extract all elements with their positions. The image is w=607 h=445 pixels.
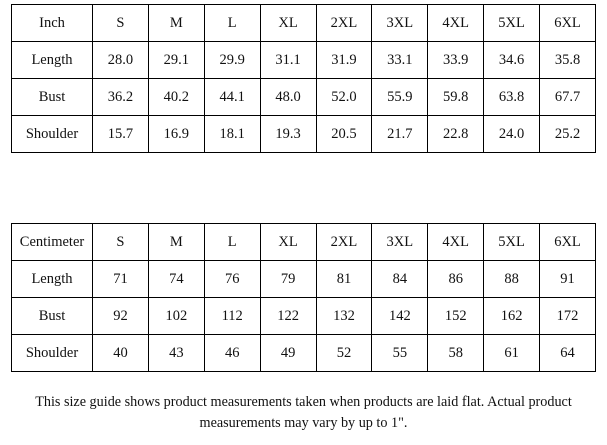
cell-length-m: 29.1 — [148, 42, 204, 79]
column-header-l: L — [204, 224, 260, 261]
row-label-shoulder: Shoulder — [12, 116, 93, 153]
column-header-6xl: 6XL — [540, 5, 596, 42]
cell-length-2xl: 31.9 — [316, 42, 372, 79]
cell-shoulder-5xl: 61 — [484, 335, 540, 372]
inch-table-container — [0, 4, 607, 153]
cell-shoulder-5xl: 24.0 — [484, 116, 540, 153]
cell-shoulder-l: 18.1 — [204, 116, 260, 153]
column-header-4xl: 4XL — [428, 224, 484, 261]
cell-bust-s: 36.2 — [93, 79, 149, 116]
cell-shoulder-2xl: 20.5 — [316, 116, 372, 153]
centimeter-unit-label: Centimeter — [12, 224, 93, 261]
column-header-2xl: 2XL — [316, 5, 372, 42]
table-row — [12, 42, 596, 79]
cell-bust-6xl: 67.7 — [540, 79, 596, 116]
cell-length-l: 76 — [204, 261, 260, 298]
cell-bust-2xl: 52.0 — [316, 79, 372, 116]
size-guide-note-line-1: This size guide shows product measurements taken when products are laid flat. Actual product — [35, 394, 572, 410]
cell-bust-6xl: 172 — [540, 298, 596, 335]
cell-length-s: 28.0 — [93, 42, 149, 79]
inch-size-table — [11, 4, 596, 153]
cell-shoulder-3xl: 21.7 — [372, 116, 428, 153]
column-header-l: L — [204, 5, 260, 42]
column-header-m: M — [148, 5, 204, 42]
table-row — [12, 298, 596, 335]
cell-shoulder-m: 43 — [148, 335, 204, 372]
cell-length-5xl: 88 — [484, 261, 540, 298]
column-header-3xl: 3XL — [372, 224, 428, 261]
cell-length-4xl: 86 — [428, 261, 484, 298]
row-label-bust: Bust — [12, 79, 93, 116]
cell-length-6xl: 35.8 — [540, 42, 596, 79]
cell-bust-5xl: 63.8 — [484, 79, 540, 116]
table-row — [12, 261, 596, 298]
table-row — [12, 79, 596, 116]
centimeter-size-table — [11, 223, 596, 372]
table-row — [12, 335, 596, 372]
column-header-s: S — [93, 5, 149, 42]
cell-shoulder-6xl: 25.2 — [540, 116, 596, 153]
cell-shoulder-4xl: 22.8 — [428, 116, 484, 153]
cell-length-2xl: 81 — [316, 261, 372, 298]
cell-shoulder-xl: 49 — [260, 335, 316, 372]
cell-bust-xl: 48.0 — [260, 79, 316, 116]
cell-bust-xl: 122 — [260, 298, 316, 335]
inch-unit-label: Inch — [12, 5, 93, 42]
cell-bust-3xl: 142 — [372, 298, 428, 335]
row-label-length: Length — [12, 261, 93, 298]
table-header-row — [12, 224, 596, 261]
cell-shoulder-m: 16.9 — [148, 116, 204, 153]
table-header-row — [12, 5, 596, 42]
column-header-xl: XL — [260, 224, 316, 261]
column-header-xl: XL — [260, 5, 316, 42]
column-header-5xl: 5XL — [484, 224, 540, 261]
size-guide-note — [0, 392, 607, 433]
cell-length-s: 71 — [93, 261, 149, 298]
row-label-length: Length — [12, 42, 93, 79]
cell-shoulder-s: 15.7 — [93, 116, 149, 153]
cell-shoulder-2xl: 52 — [316, 335, 372, 372]
row-label-shoulder: Shoulder — [12, 335, 93, 372]
cell-length-xl: 79 — [260, 261, 316, 298]
cell-bust-m: 102 — [148, 298, 204, 335]
cell-bust-s: 92 — [93, 298, 149, 335]
cell-length-3xl: 84 — [372, 261, 428, 298]
size-guide-note-line-2: measurements may vary by up to 1". — [199, 414, 408, 431]
cell-length-5xl: 34.6 — [484, 42, 540, 79]
cell-length-6xl: 91 — [540, 261, 596, 298]
cell-bust-4xl: 59.8 — [428, 79, 484, 116]
cell-shoulder-xl: 19.3 — [260, 116, 316, 153]
cell-length-xl: 31.1 — [260, 42, 316, 79]
cell-shoulder-s: 40 — [93, 335, 149, 372]
table-row — [12, 116, 596, 153]
column-header-6xl: 6XL — [540, 224, 596, 261]
cell-bust-l: 112 — [204, 298, 260, 335]
cell-length-l: 29.9 — [204, 42, 260, 79]
column-header-3xl: 3XL — [372, 5, 428, 42]
column-header-2xl: 2XL — [316, 224, 372, 261]
cell-bust-l: 44.1 — [204, 79, 260, 116]
cell-shoulder-6xl: 64 — [540, 335, 596, 372]
cell-length-m: 74 — [148, 261, 204, 298]
cell-shoulder-4xl: 58 — [428, 335, 484, 372]
cell-length-4xl: 33.9 — [428, 42, 484, 79]
cell-bust-5xl: 162 — [484, 298, 540, 335]
cell-bust-m: 40.2 — [148, 79, 204, 116]
column-header-m: M — [148, 224, 204, 261]
cell-length-3xl: 33.1 — [372, 42, 428, 79]
column-header-4xl: 4XL — [428, 5, 484, 42]
centimeter-table-container — [0, 223, 607, 372]
column-header-s: S — [93, 224, 149, 261]
column-header-5xl: 5XL — [484, 5, 540, 42]
cell-shoulder-l: 46 — [204, 335, 260, 372]
cell-bust-3xl: 55.9 — [372, 79, 428, 116]
cell-shoulder-3xl: 55 — [372, 335, 428, 372]
cell-bust-2xl: 132 — [316, 298, 372, 335]
cell-bust-4xl: 152 — [428, 298, 484, 335]
row-label-bust: Bust — [12, 298, 93, 335]
